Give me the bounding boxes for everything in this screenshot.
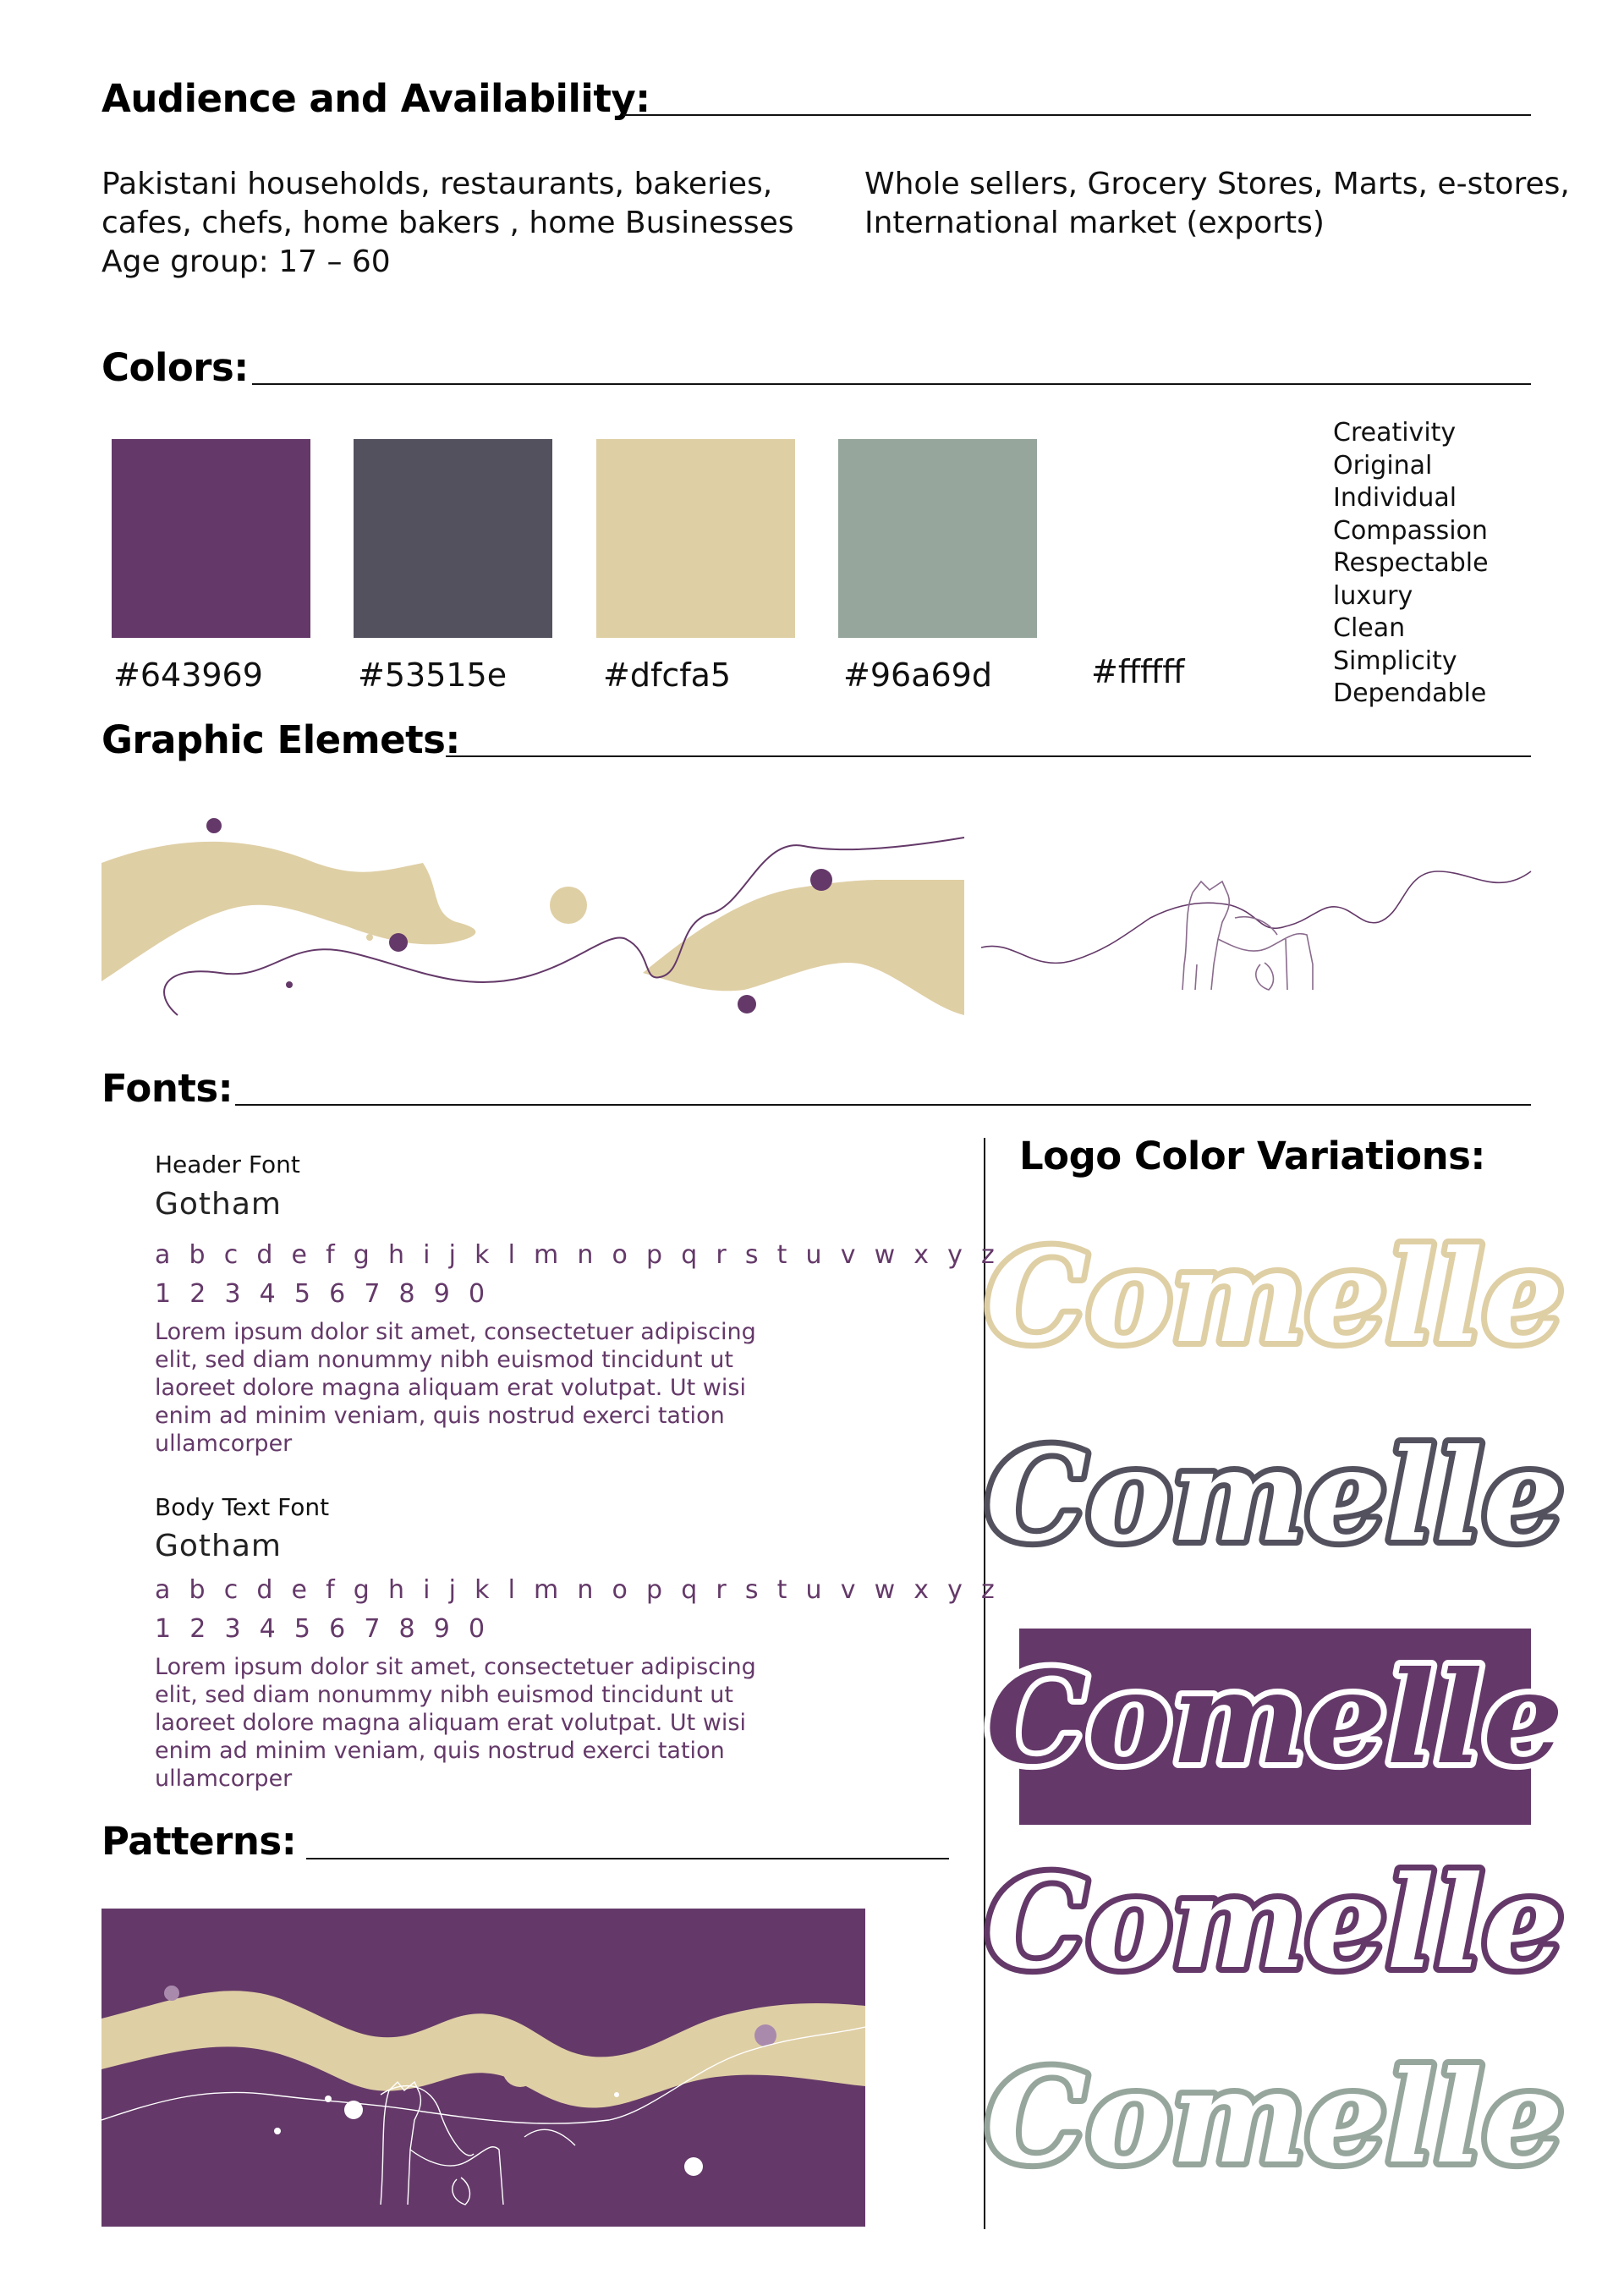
svg-text:Comelle: Comelle — [985, 1421, 1564, 1570]
svg-text:Comelle: Comelle — [985, 1848, 1564, 1997]
color-swatch — [112, 439, 310, 638]
audience-left-line: Pakistani households, restaurants, bakeries, — [102, 167, 773, 201]
brand-value: Simplicity — [1333, 645, 1457, 676]
audience-left-line: Age group: 17 – 60 — [102, 244, 391, 279]
logo-variant — [985, 1629, 1564, 1825]
body-font-label: Body Text Font — [155, 1493, 330, 1521]
brand-value: luxury — [1333, 580, 1413, 611]
sample-line: elit, sed diam nonummy nibh euismod tincidunt ut — [155, 1347, 733, 1373]
logo-variant — [985, 2043, 1564, 2208]
logo-variations-list — [985, 1201, 1564, 2250]
audience-left-line: cafes, chefs, home bakers , home Businesses — [102, 206, 794, 240]
header-font-sample — [155, 1318, 798, 1458]
brand-value: Creativity — [1333, 418, 1457, 448]
swatch-hex-label: #96a69d — [843, 656, 992, 694]
swatch-hex-label: #53515e — [358, 656, 508, 694]
brand-value: Respectable — [1333, 548, 1489, 578]
fonts-rule — [235, 1104, 1531, 1106]
audience-rule — [623, 114, 1531, 116]
brand-value: Dependable — [1333, 678, 1487, 708]
logo-variations-heading: Logo Color Variations: — [1019, 1134, 1485, 1178]
header-font-alphabet: a b c d e f g h i j k l m n o p q r s t u v w x y z — [155, 1240, 1001, 1270]
brand-values-list — [1333, 417, 1489, 711]
svg-text:Comelle: Comelle — [985, 1644, 1564, 1793]
swatch-hex-label: #ffffff — [1091, 653, 1185, 690]
sample-line: laoreet dolore magna aliquam erat volutpat. Ut wisi — [155, 1375, 746, 1401]
fonts-heading: Fonts: — [102, 1066, 233, 1111]
sample-line: elit, sed diam nonummy nibh euismod tincidunt ut — [155, 1682, 733, 1708]
logo-variant — [985, 1421, 1564, 1586]
logo-variant — [985, 1222, 1564, 1387]
audience-right-line: Whole sellers, Grocery Stores, Marts, e-stores, — [864, 167, 1570, 201]
colors-rule — [252, 383, 1531, 385]
sample-line: ullamcorper — [155, 1766, 293, 1792]
body-font-name: Gotham — [155, 1529, 282, 1563]
color-swatch — [838, 439, 1037, 638]
color-swatch — [354, 439, 552, 638]
patterns-rule — [306, 1858, 949, 1859]
audience-right-block — [864, 165, 1570, 243]
colors-heading: Colors: — [102, 345, 249, 390]
sample-line: Lorem ipsum dolor sit amet, consectetuer adipiscing — [155, 1654, 756, 1680]
swatch-hex-label: #dfcfa5 — [603, 656, 732, 694]
sample-line: laoreet dolore magna aliquam erat volutpat. Ut wisi — [155, 1710, 746, 1736]
audience-right-line: International market (exports) — [864, 206, 1325, 240]
sample-line: enim ad minim veniam, quis nostrud exerci tation — [155, 1403, 725, 1429]
header-font-name: Gotham — [155, 1187, 282, 1222]
sample-line: ullamcorper — [155, 1431, 293, 1457]
swatch-hex-label: #643969 — [113, 656, 263, 694]
body-font-alphabet: a b c d e f g h i j k l m n o p q r s t u v w x y z — [155, 1575, 1001, 1605]
audience-heading: Audience and Availability: — [102, 76, 650, 121]
color-swatch — [596, 439, 795, 638]
svg-text:Comelle: Comelle — [985, 1222, 1564, 1371]
cow-line-graphic — [981, 854, 1531, 998]
brand-value: Clean — [1333, 613, 1406, 643]
brand-value: Individual — [1333, 483, 1457, 513]
header-font-digits: 1 2 3 4 5 6 7 8 9 0 — [155, 1279, 491, 1309]
svg-text:Comelle: Comelle — [985, 2043, 1564, 2192]
brand-value: Original — [1333, 450, 1433, 481]
body-font-digits: 1 2 3 4 5 6 7 8 9 0 — [155, 1614, 491, 1644]
header-font-label: Header Font — [155, 1151, 300, 1178]
milk-wave-graphic — [102, 812, 964, 1024]
logo-variant — [985, 1848, 1564, 2013]
graphic-elements-heading: Graphic Elemets: — [102, 717, 460, 762]
graphic-elements-rule — [446, 755, 1531, 757]
patterns-heading: Patterns: — [102, 1819, 297, 1864]
pattern-sample — [102, 1909, 865, 2227]
sample-line: enim ad minim veniam, quis nostrud exerci tation — [155, 1738, 725, 1764]
sample-line: Lorem ipsum dolor sit amet, consectetuer adipiscing — [155, 1319, 756, 1345]
audience-left-block — [102, 165, 794, 282]
brand-value: Compassion — [1333, 515, 1488, 546]
body-font-sample — [155, 1653, 798, 1793]
